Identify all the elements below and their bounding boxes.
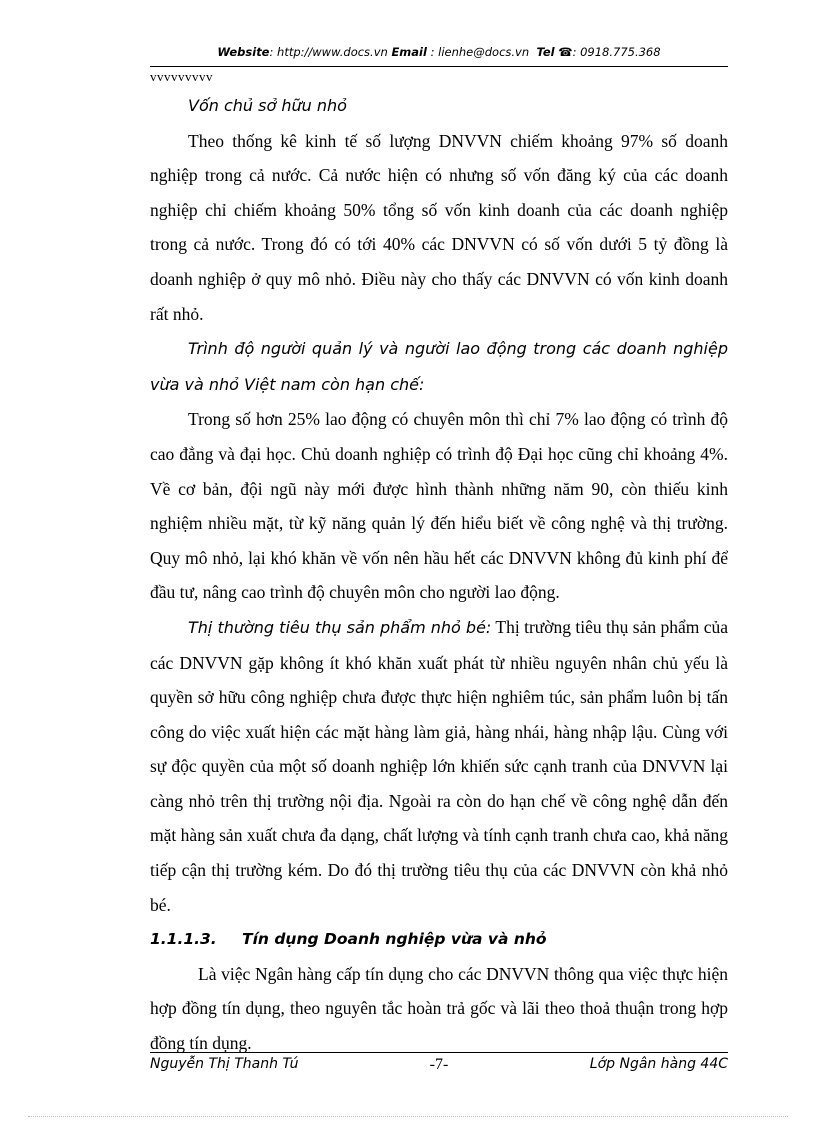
email-label: Email [391, 45, 427, 59]
subsection-title-capital: Vốn chủ sở hữu nhỏ [188, 96, 347, 115]
website-label: Website [217, 45, 270, 59]
subsection-title-workforce: Trình độ người quản lý và người lao động trong các doanh nghiệp vừa và nhỏ Việt nam còn hạn chế: [150, 339, 728, 394]
paragraph-market: Thị thường tiêu thụ sản phẩm nhỏ bé: Thị trường tiêu thụ sản phẩm của các DNVVN gặp không ít khó khăn xuất phát từ nhiều nguyên nhân chủ yếu là quyền sở hữu công nghiệp chưa được thực hiện nghiêm túc, sản phẩm luôn bị tấn công do việc xuất hiện các mặt hàng làm giả, hàng nhái, hàng nhập lậu. Cùng với sự độc quyền của một số doanh nghiệp lớn khiến sức cạnh tranh của DNVVN lại càng nhỏ trên thị trường nội địa. Ngoài ra còn do hạn chế về công nghệ dẫn đến mặt hàng sản xuất chưa đa dạng, chất lượng và tính cạnh tranh chưa cao, khả năng tiếp cận thị trường kém. Do đó thị trường tiêu thụ của các DNVVN còn khả nhỏ bé. [150, 616, 729, 915]
email-address: : lienhe@docs.vn [430, 45, 530, 59]
marker-line: vvvvvvvvv [150, 69, 213, 84]
paragraph-credit: Là việc Ngân hàng cấp tín dụng cho các DNVVN thông qua việc thực hiện hợp đồng tín dụng, theo nguyên tắc hoàn trả gốc và lãi theo thoả thuận trong hợp đồng tín dụng. [150, 963, 728, 1054]
tel-number: : 0918.775.368 [572, 45, 661, 59]
section-heading [150, 922, 728, 957]
section-title: Tín dụng Doanh nghiệp vừa và nhỏ [242, 930, 547, 949]
tel-label: Tel [536, 45, 555, 59]
footer-divider [150, 1052, 728, 1053]
page-footer [150, 1056, 728, 1078]
paragraph-capital: Theo thống kê kinh tế số lượng DNVVN chiếm khoảng 97% số doanh nghiệp trong cả nước. Cả nước hiện có nhưng số vốn đăng ký của các doanh nghiệp chỉ chiếm khoảng 50% tổng số vốn kinh doanh của các doanh nghiệp trong cả nước. Trong đó có tới 40% các DNVVN có số vốn dưới 5 tỷ đồng là doanh nghiệp ở quy mô nhỏ. Điều này cho thấy các DNVVN có vốn kinh doanh rất nhỏ. [150, 130, 728, 324]
paragraph-workforce: Trong số hơn 25% lao động có chuyên môn thì chỉ 7% lao động có trình độ cao đẳng và đại học. Chủ doanh nghiệp có trình độ Đại học cũng chỉ khoảng 4%. Về cơ bản, đội ngũ này mới được hình thành những năm 90, còn thiếu kinh nghiệm nhiều mặt, từ kỹ năng quản lý đến hiểu biết về công nghệ và thị trường. Quy mô nhỏ, lại khó khăn về vốn nên hầu hết các DNVVN không đủ kinh phí để đầu tư, nâng cao trình độ chuyên môn cho người lao động. [150, 409, 728, 603]
phone-icon: ☎ [558, 45, 573, 59]
page-header [150, 45, 728, 59]
footer-author: Nguyễn Thị Thanh Tú [150, 1056, 299, 1072]
section-number: 1.1.1.3. [150, 930, 217, 949]
subsection-title-market: Thị thường tiêu thụ sản phẩm nhỏ bé: [188, 617, 492, 637]
website-url: : http://www.docs.vn [269, 45, 388, 59]
document-body [150, 66, 728, 1061]
page-bottom-dotted-line [28, 1116, 788, 1117]
page-number: -7- [429, 1056, 449, 1073]
footer-class: Lớp Ngân hàng 44C [589, 1056, 728, 1072]
